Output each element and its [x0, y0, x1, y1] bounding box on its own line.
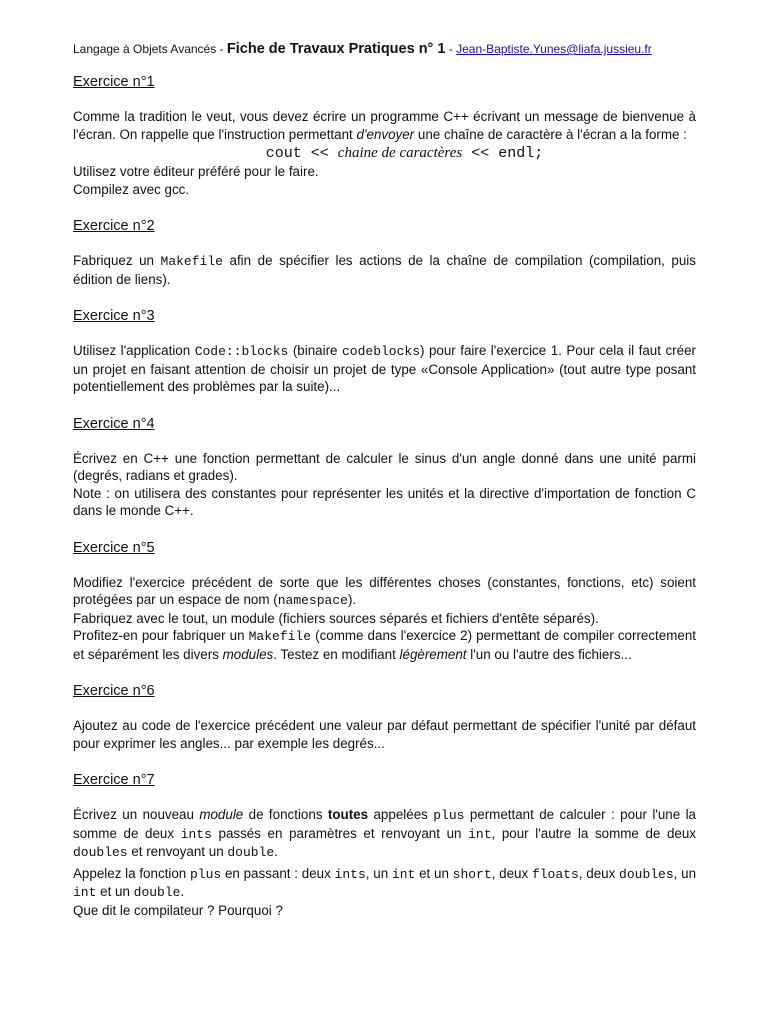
exercise-1-intro: Comme la tradition le veut, vous devez écrire un programme C++ écrivant un message de bienvenue à l'écran. On rappelle que l'instruction permettant d'envoyer une chaîne de caractère à l'écran a la forme : [73, 109, 696, 142]
author-email-link[interactable]: Jean-Baptiste.Yunes@liafa.jussieu.fr [456, 42, 652, 56]
exercise-4-text: Écrivez en C++ une fonction permettant de calculer le sinus d'un angle donné dans une unité parmi (degrés, radians et grades). [73, 450, 696, 483]
exercise-5 [73, 538, 696, 664]
exercise-7-call-text: Appelez la fonction plus en passant : deux ints, un int et un short, deux floats, deux doubles, un int et un double. [73, 865, 697, 900]
page-header [73, 40, 696, 58]
exercise-2-title: Exercice n°2 [73, 218, 155, 234]
exercise-3 [73, 306, 696, 396]
exercise-6 [73, 681, 696, 752]
exercise-5-makefile-text: Profitez-en pour fabriquer un Makefile (comme dans l'exercice 2) permettant de compiler correctement et séparément les divers modules. Testez en modifiant légèrement l'un ou l'autre des fichiers... [73, 628, 696, 662]
course-name: Langage à Objets Avancés - [73, 42, 227, 56]
exercise-7-title: Exercice n°7 [73, 772, 155, 788]
exercise-5-title: Exercice n°5 [73, 539, 155, 556]
exercise-6-title: Exercice n°6 [73, 683, 155, 699]
exercise-3-title: Exercice n°3 [73, 308, 155, 324]
exercise-1-editor-line: Utilisez votre éditeur préféré pour le faire. [73, 164, 319, 179]
exercise-7-question: Que dit le compilateur ? Pourquoi ? [73, 902, 283, 918]
header-separator: - [445, 42, 457, 56]
exercise-7 [73, 770, 696, 919]
exercise-4-note: Note : on utilisera des constantes pour représenter les unités et la directive d'importation de fonction C dans le monde C++. [73, 485, 696, 518]
exercise-4 [73, 414, 696, 520]
exercise-5-text: Modifiez l'exercice précédent de sorte que les différentes choses (constantes, fonctions, etc) soient protégées par un espace de nom (namespace). [73, 574, 696, 608]
exercise-2 [73, 216, 696, 288]
exercise-1-compile-line: Compilez avec gcc. [73, 181, 190, 197]
document-page [73, 40, 696, 937]
exercise-6-text: Ajoutez au code de l'exercice précédent une valeur par défaut permettant de spécifier l'unité par défaut pour exprimer les angles... par exemple les degrés... [73, 718, 696, 751]
exercise-1 [73, 72, 696, 198]
exercise-1-code-example: cout << chaine de caractères << endl; [265, 145, 544, 162]
exercise-3-text: Utilisez l'application Code::blocks (binaire codeblocks) pour faire l'exercice 1. Pour cela il faut créer un projet en faisant attention de choisir un projet de type «Console Application» (tout autre type posant potentiellement des problèmes par la suite)... [73, 343, 696, 394]
exercise-1-title: Exercice n°1 [73, 74, 155, 90]
exercise-4-title: Exercice n°4 [73, 415, 155, 432]
exercise-2-text: Fabriquez un Makefile afin de spécifier les actions de la chaîne de compilation (compilation, puis édition de liens). [73, 253, 696, 287]
exercise-7-text: Écrivez un nouveau module de fonctions toutes appelées plus permettant de calculer : pour l'une la somme de deux ints passés en paramètres et renvoyant un int, pour l'autre la somme de deux doubles et renvoyant un double. [73, 807, 696, 860]
sheet-title: Fiche de Travaux Pratiques n° 1 [226, 41, 446, 57]
exercise-5-module-line: Fabriquez avec le tout, un module (fichiers sources séparés et fichiers d'entête séparés). [73, 610, 599, 626]
